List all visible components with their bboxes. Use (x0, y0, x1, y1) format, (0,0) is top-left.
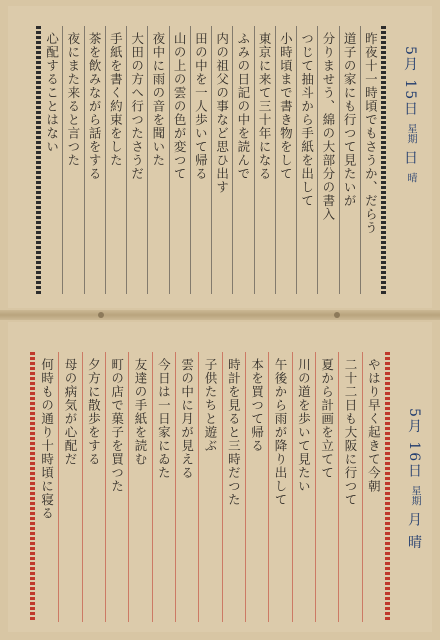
ruled-line (296, 26, 297, 294)
handwritten-column: 本を買つて帰る (249, 358, 265, 453)
handwritten-column: 道子の家にも行つて見たいが (342, 32, 358, 208)
right-border (381, 26, 386, 294)
handwritten-column: ふみの日記の中を読んで (235, 32, 251, 181)
ruled-line (268, 352, 269, 622)
day: 15日 (402, 79, 418, 118)
month: 5月 (402, 46, 418, 73)
handwritten-column: 夏から計画を立てて (319, 358, 335, 480)
ruled-line (292, 352, 293, 622)
ruled-line (362, 352, 363, 622)
weekday: 月 (406, 512, 422, 529)
ruled-line (84, 26, 85, 294)
ruled-line (105, 352, 106, 622)
handwritten-column: 午後から雨が降り出して (273, 358, 288, 507)
diary-page-top (8, 6, 432, 308)
handwritten-column: 分りませう、綿の大部分の書入 (320, 32, 336, 221)
date-header-top (400, 46, 420, 183)
handwritten-column: 心配することはない (44, 32, 60, 154)
weekday-label: 星期 (405, 123, 416, 144)
day: 16日 (406, 441, 422, 480)
handwritten-column: 川の道を歩いて見たい (296, 358, 312, 493)
ruled-area-bottom (30, 352, 390, 622)
handwritten-column: 友達の手紙を読む (133, 358, 148, 466)
ruled-line (190, 26, 191, 294)
ruled-line (175, 352, 176, 622)
handwritten-column: 町の店で菓子を買つた (109, 358, 125, 493)
ruled-line (152, 352, 153, 622)
handwritten-column: 今日は一日家にゐた (156, 358, 172, 480)
ruled-line (58, 352, 59, 622)
handwritten-column: 田の中を一人歩いて帰る (193, 32, 209, 181)
ruled-line (105, 26, 106, 294)
left-border (36, 26, 41, 294)
handwritten-column: 手紙を書く約束をした (108, 32, 124, 167)
page-fold (0, 310, 440, 320)
month: 5月 (406, 408, 422, 435)
handwritten-column: 茶を飲みながら話をする (87, 32, 103, 181)
ruled-line (126, 26, 127, 294)
handwritten-column: 夜にまた来ると言つた (65, 32, 81, 167)
ruled-line (128, 352, 129, 622)
ruled-line (315, 352, 316, 622)
handwritten-column: 大田の方へ行つたさうだ (129, 32, 145, 181)
ruled-area-top (36, 26, 386, 294)
handwritten-column: つじて抽斗から手紙を出して (299, 32, 315, 208)
handwritten-column: 内の祖父の事など思ひ出す (214, 32, 230, 194)
ruled-line (338, 352, 339, 622)
date-header-bottom (404, 408, 424, 551)
weather: 晴 (406, 534, 422, 551)
weekday-label: 星期 (409, 485, 420, 506)
handwritten-column: 山の上の雲の色が変つて (172, 32, 188, 181)
handwritten-column: 雲の中に月が見える (179, 358, 195, 480)
handwritten-column: 東京に来て三十年になる (257, 32, 273, 181)
ruled-line (211, 26, 212, 294)
ruled-line (275, 26, 276, 294)
right-border (385, 352, 390, 622)
handwritten-column: 母の病気が心配だ (63, 358, 78, 466)
ruled-line (232, 26, 233, 294)
handwritten-column: やはり早く起きて今朝 (366, 358, 382, 493)
handwritten-column: 子供たちと遊ぶ (203, 358, 218, 453)
handwritten-column: 小時頃まで書き物をして (278, 32, 294, 181)
handwritten-column: 二十二日も大阪に行つて (343, 358, 358, 507)
binding-hole (98, 312, 104, 318)
ruled-line (339, 26, 340, 294)
left-border (30, 352, 35, 622)
binding-hole (334, 312, 340, 318)
ruled-line (360, 26, 361, 294)
ruled-line (62, 26, 63, 294)
ruled-line (317, 26, 318, 294)
ruled-line (82, 352, 83, 622)
ruled-line (254, 26, 255, 294)
ruled-line (198, 352, 199, 622)
ruled-line (222, 352, 223, 622)
diary-page-bottom (8, 322, 432, 632)
weather-label: 晴 (405, 172, 416, 183)
handwritten-column: 夕方に散歩をする (86, 358, 102, 466)
handwritten-column: 昨夜十一時頃でもさうか、だらう (363, 32, 379, 235)
handwritten-column: 時計を見ると三時だつた (226, 358, 242, 507)
handwritten-column: 何時もの通り十時頃に寝る (39, 358, 55, 520)
ruled-line (147, 26, 148, 294)
ruled-line (169, 26, 170, 294)
weekday: 日 (402, 150, 418, 167)
handwritten-column: 夜中に雨の音を聞いた (150, 32, 166, 167)
ruled-line (245, 352, 246, 622)
